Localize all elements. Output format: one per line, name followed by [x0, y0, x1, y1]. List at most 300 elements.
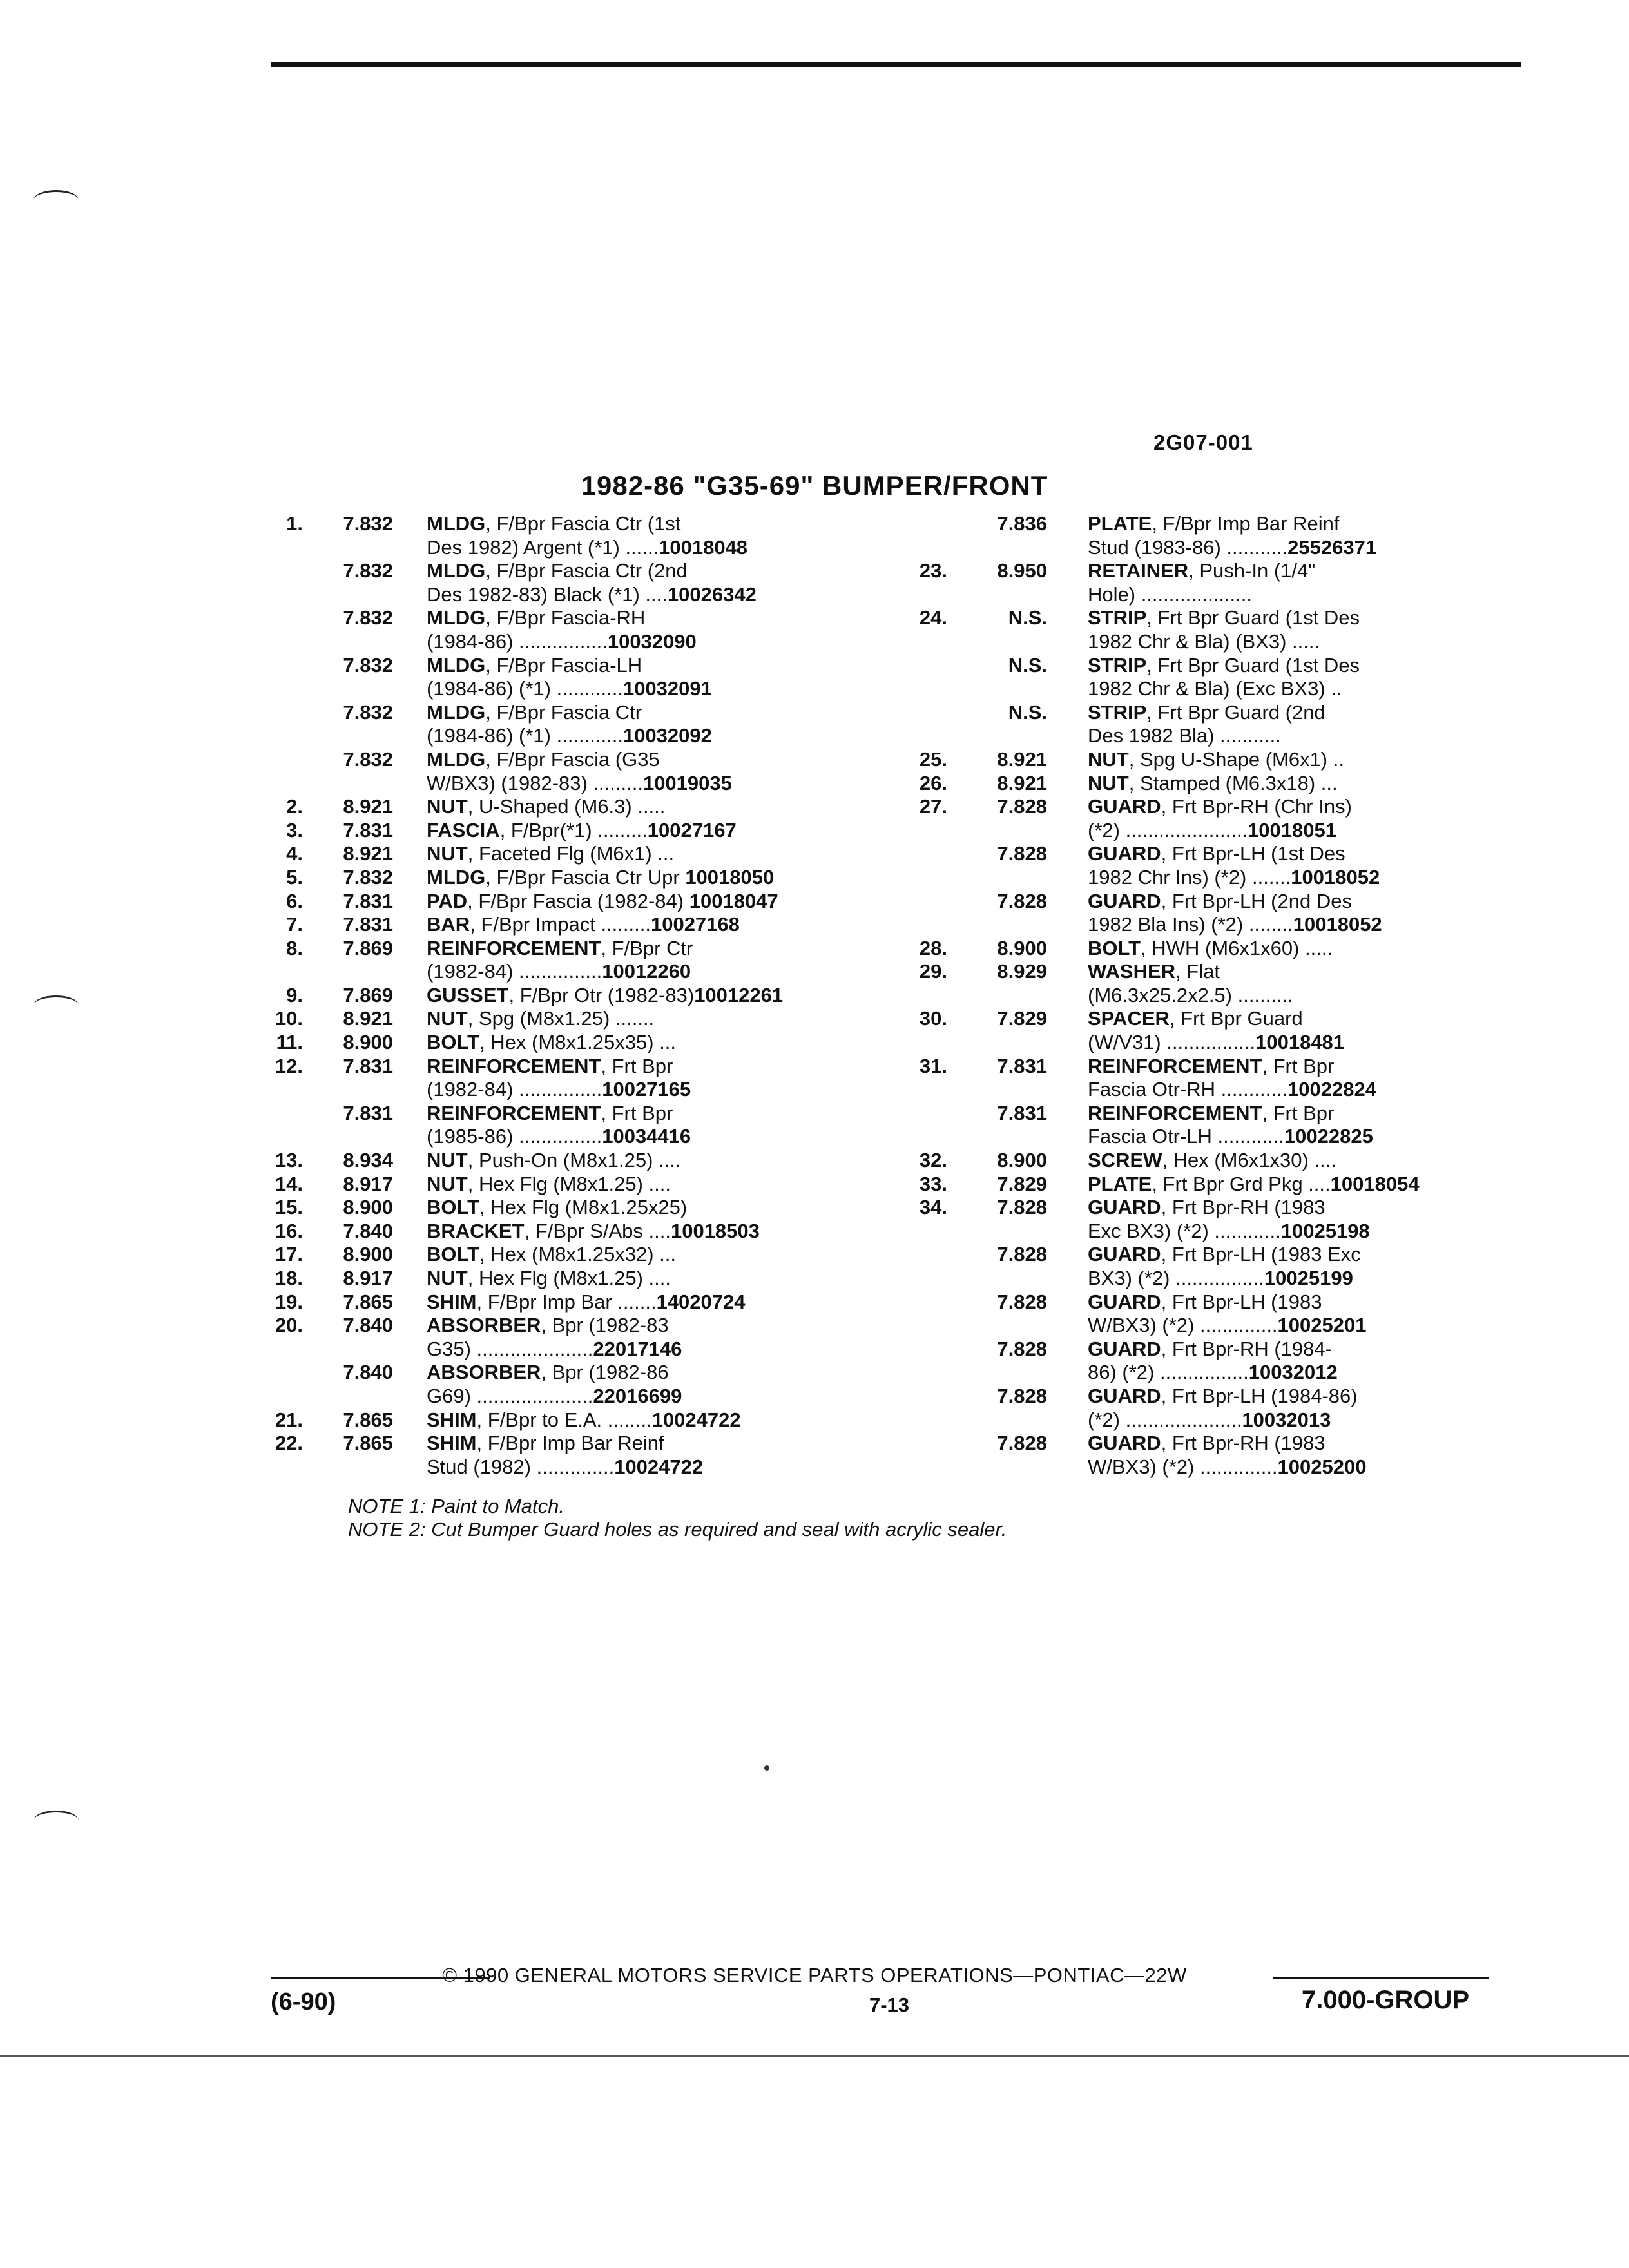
description-line — [1088, 1196, 1527, 1220]
description-text: (M6.3x25.2x2.5) .......... — [1088, 983, 1293, 1006]
description-line — [427, 1361, 863, 1385]
part-entry — [258, 1408, 863, 1432]
part-number: 10032013 — [1242, 1408, 1331, 1431]
part-number: 22016699 — [593, 1384, 682, 1407]
part-number: 10026342 — [667, 582, 757, 606]
item-number: 18. — [275, 1267, 303, 1289]
description-text: , Frt Bpr — [1262, 1054, 1335, 1077]
item-number: 6. — [286, 889, 303, 912]
description-text: (1982-84) ............... — [427, 1078, 602, 1101]
group-number: 7.828 — [997, 795, 1047, 818]
part-entry — [258, 1055, 863, 1102]
part-number: 10018052 — [1291, 865, 1380, 889]
part-entry — [258, 866, 863, 890]
part-name: GUARD — [1088, 795, 1161, 818]
part-entry — [909, 960, 1527, 1007]
part-name: GUARD — [1088, 1384, 1161, 1407]
part-number: 10034416 — [602, 1125, 691, 1148]
description-line — [1088, 1149, 1527, 1173]
part-name: PAD — [427, 889, 468, 912]
description-text: , F/Bpr Imp Bar Reinf — [476, 1432, 664, 1455]
description-text: , Frt Bpr — [601, 1054, 673, 1077]
group-number: 7.865 — [343, 1290, 393, 1313]
description-line — [427, 890, 863, 914]
part-number: 10027168 — [650, 913, 740, 936]
description-text: 1982 Bla Ins) (*2) ........ — [1088, 913, 1293, 936]
part-number: 10018050 — [685, 865, 775, 889]
description-line — [427, 1149, 863, 1173]
part-number: 10018052 — [1293, 913, 1382, 936]
part-entry — [909, 1149, 1527, 1173]
part-number: 10025200 — [1277, 1455, 1367, 1478]
description-text: (1982-84) ............... — [427, 960, 602, 983]
description-text: 86) (*2) ................ — [1088, 1361, 1249, 1384]
item-number: 24. — [919, 606, 947, 629]
part-name: SHIM — [427, 1408, 477, 1431]
part-entry — [258, 701, 863, 748]
part-entry — [258, 937, 863, 984]
part-entry — [909, 1173, 1527, 1196]
part-name: STRIP — [1088, 653, 1147, 677]
description-text: , F/Bpr Imp Bar ....... — [476, 1290, 657, 1313]
part-name: REINFORCEMENT — [1088, 1054, 1262, 1077]
part-number: 10018503 — [670, 1219, 760, 1242]
item-number: 25. — [919, 747, 947, 771]
description-text: 1982 Chr & Bla) (Exc BX3) .. — [1088, 677, 1342, 700]
group-number: 8.900 — [997, 936, 1047, 959]
description-line — [427, 1432, 863, 1456]
description-line — [1088, 842, 1527, 866]
description-text: , Frt Bpr Guard (2nd — [1146, 700, 1325, 724]
description-line — [427, 1031, 863, 1055]
part-name: ABSORBER — [427, 1314, 541, 1337]
description-text: , F/Bpr Fascia Ctr — [485, 700, 642, 724]
description-text: , F/Bpr Fascia Ctr (1st — [485, 512, 681, 535]
description-line — [427, 512, 863, 536]
group-number: 7.831 — [343, 889, 393, 912]
description-text: Stud (1983-86) ........... — [1088, 535, 1288, 559]
group-number: 7.832 — [343, 747, 393, 771]
description-line — [1088, 1220, 1527, 1244]
item-number: 34. — [919, 1196, 947, 1219]
part-number: 10022824 — [1287, 1078, 1376, 1101]
page-title: 1982-86 "G35-69" BUMPER/FRONT — [581, 470, 1048, 501]
description-text: , Hex (M8x1.25x32) ... — [479, 1243, 677, 1266]
description-line — [427, 1243, 863, 1267]
description-text: (*2) ...................... — [1088, 818, 1248, 841]
description-text: , F/Bpr to E.A. ........ — [476, 1408, 652, 1431]
group-number: 8.921 — [343, 842, 393, 865]
group-number: 7.828 — [997, 842, 1047, 865]
description-text: , Hex Flg (M8x1.25) .... — [467, 1267, 671, 1289]
part-name: GUARD — [1088, 889, 1161, 912]
group-number: 8.917 — [343, 1172, 393, 1195]
item-number: 20. — [275, 1314, 303, 1337]
group-number: 7.828 — [997, 1243, 1047, 1266]
description-text: , F/Bpr Fascia Ctr Upr — [485, 865, 686, 889]
part-name: BOLT — [1088, 936, 1141, 959]
description-line — [427, 984, 863, 1008]
description-text: Des 1982) Argent (*1) ...... — [427, 535, 659, 559]
part-name: MLDG — [427, 653, 486, 677]
part-entry — [909, 1243, 1527, 1290]
group-number: 7.836 — [997, 512, 1047, 535]
description-line — [427, 1102, 863, 1126]
group-number: 7.840 — [343, 1219, 393, 1242]
part-name: GUARD — [1088, 1432, 1161, 1455]
description-line — [1088, 1078, 1527, 1102]
description-text: 1982 Chr Ins) (*2) ....... — [1088, 865, 1291, 889]
description-text: W/BX3) (1982-83) ......... — [427, 771, 643, 794]
description-line — [427, 1196, 863, 1220]
group-number: 7.840 — [343, 1314, 393, 1337]
part-entry — [258, 1149, 863, 1173]
description-line — [1088, 677, 1527, 701]
part-number: 25526371 — [1287, 535, 1377, 559]
margin-mark — [34, 190, 79, 210]
description-text: , Frt Bpr-RH (1984- — [1161, 1337, 1332, 1360]
description-line — [1088, 1031, 1527, 1055]
part-entry — [258, 795, 863, 819]
group-number: 7.832 — [343, 559, 393, 582]
part-name: GUARD — [1088, 842, 1161, 865]
item-number: 19. — [275, 1290, 303, 1313]
part-entry — [258, 1314, 863, 1361]
description-text: , F/Bpr Fascia-RH — [485, 606, 646, 629]
part-name: REINFORCEMENT — [427, 936, 601, 959]
part-entry — [909, 772, 1527, 796]
description-line — [1088, 1361, 1527, 1385]
description-line — [427, 842, 863, 866]
part-entry — [909, 748, 1527, 772]
description-line — [427, 559, 863, 583]
part-entry — [258, 1432, 863, 1479]
part-entry — [258, 890, 863, 914]
description-line — [427, 1220, 863, 1244]
part-entry — [258, 1361, 863, 1408]
reference-code: 2G07-001 — [1153, 430, 1253, 454]
group-number: 7.828 — [997, 1290, 1047, 1313]
date-code: (6-90) — [271, 1988, 336, 2015]
description-text: , F/Bpr Fascia-LH — [485, 653, 642, 677]
item-number: 8. — [286, 936, 303, 959]
part-number: 10025201 — [1277, 1314, 1367, 1337]
description-line — [427, 1055, 863, 1079]
part-name: NUT — [1088, 771, 1129, 794]
description-text: , Flat — [1175, 960, 1220, 983]
description-line — [1088, 559, 1527, 583]
part-name: NUT — [427, 842, 468, 865]
description-text: W/BX3) (*2) .............. — [1088, 1314, 1278, 1337]
description-text: , Hex (M6x1x30) .... — [1162, 1149, 1336, 1172]
part-entry — [258, 1173, 863, 1196]
description-text: , Frt Bpr-RH (Chr Ins) — [1161, 795, 1352, 818]
description-text: , Frt Bpr-LH (2nd Des — [1161, 889, 1352, 912]
part-entry — [909, 842, 1527, 889]
description-line — [1088, 1055, 1527, 1079]
description-line — [1088, 1385, 1527, 1408]
description-line — [1088, 1243, 1527, 1267]
group-number: 7.869 — [343, 983, 393, 1006]
description-text: Exc BX3) (*2) ............ — [1088, 1219, 1281, 1242]
part-name: STRIP — [1088, 700, 1147, 724]
part-name: MLDG — [427, 865, 486, 889]
item-number: 17. — [275, 1243, 303, 1266]
part-number: 10024722 — [614, 1455, 704, 1478]
group-number: 7.832 — [343, 512, 393, 535]
description-text: , Hex Flg (M8x1.25x25) — [479, 1196, 688, 1219]
description-line — [427, 1456, 863, 1479]
description-text: , F/Bpr Imp Bar Reinf — [1152, 512, 1340, 535]
item-number: 9. — [286, 983, 303, 1006]
part-entry — [258, 842, 863, 866]
part-name: MLDG — [427, 747, 486, 771]
part-entry — [258, 559, 863, 606]
description-line — [1088, 1102, 1527, 1126]
part-entry — [258, 1220, 863, 1244]
description-line — [1088, 701, 1527, 725]
item-number: 27. — [919, 795, 947, 818]
description-line — [427, 748, 863, 772]
description-line — [1088, 937, 1527, 961]
part-entry — [909, 559, 1527, 606]
description-line — [427, 937, 863, 961]
part-number: 10025198 — [1280, 1219, 1370, 1242]
description-text: , Frt Bpr-LH (1984-86) — [1161, 1384, 1358, 1407]
group-number: 7.832 — [343, 653, 393, 677]
description-text: , Spg U-Shape (M6x1) .. — [1128, 747, 1344, 771]
part-number: 10025199 — [1264, 1267, 1353, 1289]
description-text: BX3) (*2) ................ — [1088, 1267, 1264, 1289]
description-line — [1088, 1314, 1527, 1338]
part-entry — [909, 512, 1527, 559]
part-name: GUARD — [1088, 1290, 1161, 1313]
item-number: 29. — [919, 960, 947, 983]
part-name: MLDG — [427, 559, 486, 582]
group-number: 8.921 — [997, 771, 1047, 794]
item-number: 16. — [275, 1219, 303, 1242]
part-number: 10019035 — [642, 771, 732, 794]
description-line — [1088, 583, 1527, 607]
part-name: ABSORBER — [427, 1361, 541, 1384]
group-number: 7.828 — [997, 1384, 1047, 1407]
description-line — [1088, 1267, 1527, 1291]
part-number: 10012260 — [602, 960, 691, 983]
description-text: , Faceted Flg (M6x1) ... — [467, 842, 675, 865]
part-name: BAR — [427, 913, 470, 936]
group-id: 7.000-GROUP — [1302, 1986, 1470, 2014]
part-name: GUSSET — [427, 983, 509, 1006]
part-entry — [258, 606, 863, 653]
description-line — [427, 819, 863, 843]
description-text: , Frt Bpr Guard — [1169, 1007, 1303, 1030]
group-number: 7.831 — [343, 1054, 393, 1077]
margin-mark — [34, 1811, 79, 1831]
description-text: , F/Bpr Otr (1982-83) — [508, 983, 695, 1006]
description-text: 1982 Chr & Bla) (BX3) ..... — [1088, 629, 1320, 653]
group-number: 8.900 — [343, 1031, 393, 1054]
description-line — [1088, 772, 1527, 796]
part-name: BOLT — [427, 1196, 480, 1219]
description-text: G35) ..................... — [427, 1337, 593, 1360]
group-number: 7.865 — [343, 1408, 393, 1431]
part-name: BRACKET — [427, 1219, 525, 1242]
part-number: 10024722 — [651, 1408, 741, 1431]
group-number: N.S. — [1008, 606, 1047, 629]
description-line — [427, 1338, 863, 1361]
part-entry — [909, 606, 1527, 653]
group-number: 7.832 — [343, 700, 393, 724]
description-line — [1088, 748, 1527, 772]
part-entry — [258, 1031, 863, 1055]
item-number: 22. — [275, 1432, 303, 1455]
part-name: MLDG — [427, 512, 486, 535]
part-entry — [258, 1243, 863, 1267]
description-line — [1088, 795, 1527, 819]
part-name: NUT — [427, 1149, 468, 1172]
group-number: 7.832 — [343, 606, 393, 629]
description-line — [427, 1267, 863, 1291]
description-text: , Frt Bpr — [1262, 1101, 1335, 1124]
description-text: , Frt Bpr Grd Pkg .... — [1152, 1172, 1331, 1195]
part-number: 10032091 — [622, 677, 712, 700]
group-number: 8.900 — [343, 1243, 393, 1266]
part-name: BOLT — [427, 1243, 480, 1266]
description-line — [1088, 960, 1527, 984]
description-text: (1984-86) (*1) ............ — [427, 677, 623, 700]
description-text: , F/Bpr Ctr — [601, 936, 693, 959]
description-text: , HWH (M6x1x60) ..... — [1141, 936, 1333, 959]
description-line — [427, 677, 863, 701]
description-line — [1088, 654, 1527, 678]
item-number: 30. — [919, 1007, 947, 1030]
description-text: , Frt Bpr-LH (1st Des — [1161, 842, 1345, 865]
group-number: 7.831 — [997, 1054, 1047, 1077]
item-number: 11. — [276, 1031, 303, 1054]
description-text: W/BX3) (*2) .............. — [1088, 1455, 1278, 1478]
part-name: REINFORCEMENT — [427, 1101, 601, 1124]
group-number: 8.900 — [997, 1149, 1047, 1172]
part-name: RETAINER — [1088, 559, 1189, 582]
description-text: Des 1982-83) Black (*1) .... — [427, 582, 668, 606]
part-name: MLDG — [427, 606, 486, 629]
description-text: (1984-86) (*1) ............ — [427, 724, 623, 747]
part-name: GUARD — [1088, 1196, 1161, 1219]
margin-mark — [34, 995, 79, 1015]
group-number: 7.840 — [343, 1361, 393, 1384]
note-2: NOTE 2: Cut Bumper Guard holes as required and seal with acrylic sealer. — [348, 1518, 1007, 1541]
description-text: , F/Bpr Fascia (1982-84) — [467, 889, 689, 912]
description-line — [1088, 724, 1527, 748]
part-number: 10012261 — [694, 983, 784, 1006]
part-entry — [258, 1102, 863, 1149]
note-1: NOTE 1: Paint to Match. — [348, 1495, 564, 1517]
part-name: FASCIA — [427, 818, 500, 841]
group-number: 8.917 — [343, 1267, 393, 1289]
description-text: Fascia Otr-RH ............ — [1088, 1078, 1288, 1101]
description-line — [1088, 1291, 1527, 1314]
item-number: 7. — [286, 913, 303, 936]
description-text: , Hex (M8x1.25x35) ... — [479, 1031, 677, 1054]
parts-list-right-column — [909, 512, 1527, 1479]
part-name: GUARD — [1088, 1243, 1161, 1266]
description-line — [427, 536, 863, 560]
part-number: 22017146 — [593, 1337, 682, 1360]
item-number: 3. — [286, 818, 303, 841]
description-text: , F/Bpr Fascia (G35 — [485, 747, 660, 771]
group-number: 8.950 — [997, 559, 1047, 582]
description-line — [427, 630, 863, 654]
group-number: 7.828 — [997, 1432, 1047, 1455]
description-text: , Frt Bpr-LH (1983 Exc — [1161, 1243, 1361, 1266]
part-entry — [258, 654, 863, 701]
part-entry — [258, 819, 863, 843]
part-entry — [909, 1102, 1527, 1149]
description-line — [427, 772, 863, 796]
item-number: 4. — [286, 842, 303, 865]
description-text: G69) ..................... — [427, 1384, 593, 1407]
part-name: SHIM — [427, 1290, 477, 1313]
part-name: NUT — [427, 1007, 468, 1030]
part-name: PLATE — [1088, 1172, 1152, 1195]
group-number: 8.921 — [343, 795, 393, 818]
part-entry — [258, 1291, 863, 1314]
group-number: N.S. — [1008, 700, 1047, 724]
part-entry — [909, 1055, 1527, 1102]
description-line — [1088, 1432, 1527, 1456]
description-line — [1088, 606, 1527, 630]
description-line — [427, 701, 863, 725]
item-number: 23. — [919, 559, 947, 582]
group-number: 7.869 — [343, 936, 393, 959]
part-entry — [909, 890, 1527, 937]
part-number: 10018481 — [1255, 1031, 1345, 1054]
item-number: 15. — [275, 1196, 303, 1219]
item-number: 12. — [275, 1054, 303, 1077]
part-entry — [909, 937, 1527, 961]
description-line — [1088, 890, 1527, 914]
part-entry — [909, 701, 1527, 748]
description-text: , F/Bpr Fascia Ctr (2nd — [485, 559, 688, 582]
item-number: 28. — [919, 936, 947, 959]
description-text: Des 1982 Bla) ........... — [1088, 724, 1281, 747]
description-text: , Frt Bpr Guard (1st Des — [1146, 606, 1360, 629]
description-line — [427, 724, 863, 748]
group-number: 7.831 — [997, 1101, 1047, 1124]
item-number: 10. — [275, 1007, 303, 1030]
part-name: BOLT — [427, 1031, 480, 1054]
item-number: 2. — [286, 795, 303, 818]
part-entry — [258, 1196, 863, 1220]
description-line — [427, 583, 863, 607]
part-entry — [909, 1291, 1527, 1338]
part-entry — [909, 795, 1527, 842]
part-name: PLATE — [1088, 512, 1152, 535]
part-entry — [909, 1196, 1527, 1243]
description-line — [427, 913, 863, 937]
description-line — [427, 866, 863, 890]
part-name: NUT — [427, 1172, 468, 1195]
group-number: 7.828 — [997, 1337, 1047, 1360]
part-name: MLDG — [427, 700, 486, 724]
part-name: SCREW — [1088, 1149, 1162, 1172]
description-text: Fascia Otr-LH ............ — [1088, 1125, 1284, 1148]
description-text: , F/Bpr(*1) ......... — [499, 818, 648, 841]
item-number: 5. — [286, 865, 303, 889]
item-number: 31. — [919, 1054, 947, 1077]
description-text: , Hex Flg (M8x1.25) .... — [467, 1172, 671, 1195]
part-entry — [258, 1007, 863, 1031]
